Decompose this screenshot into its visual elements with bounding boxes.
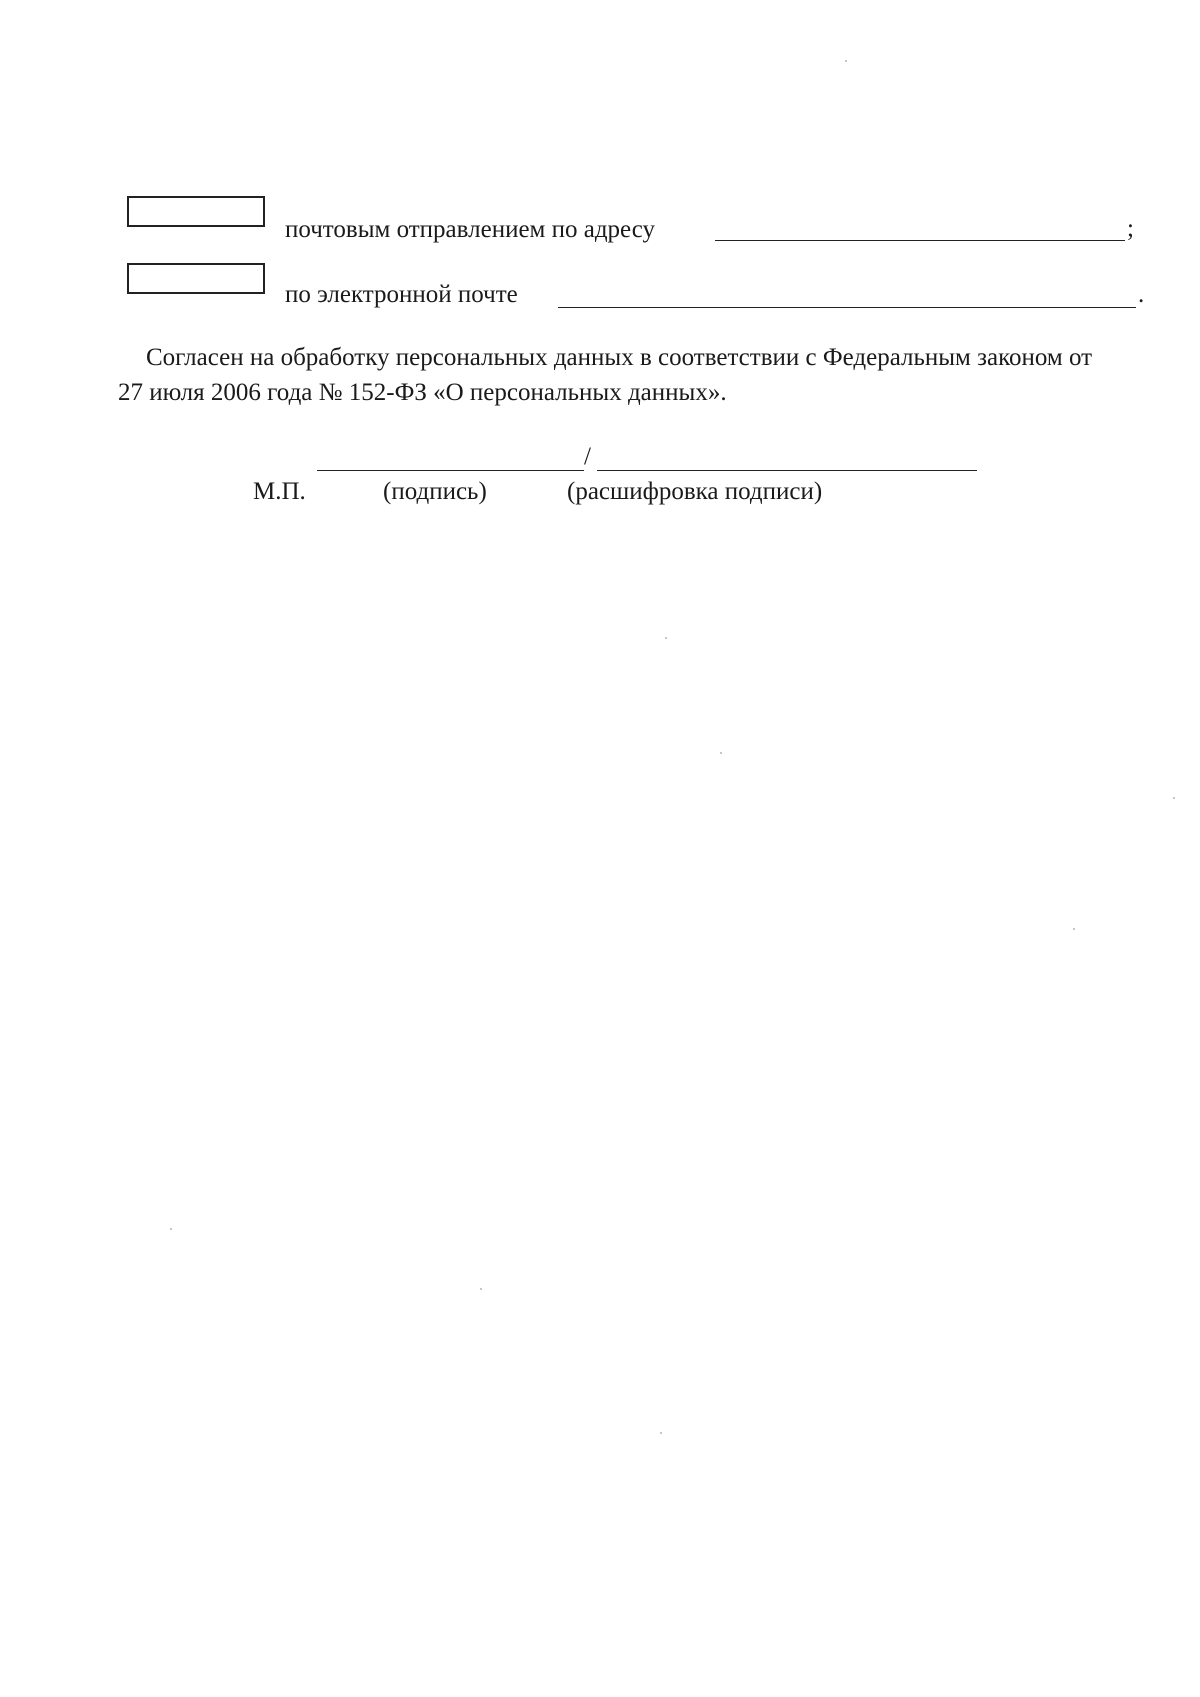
- email-option-label: по электронной почте: [285, 281, 518, 308]
- scan-speck: [170, 1228, 172, 1230]
- scan-speck: [845, 60, 847, 62]
- email-checkbox[interactable]: [127, 263, 265, 294]
- scan-speck: [720, 752, 722, 754]
- postal-address-field[interactable]: [715, 240, 1125, 241]
- postal-option-label: почтовым отправлением по адресу: [285, 216, 656, 243]
- consent-text: Согласен на обработку персональных данных в соответствии с Федеральным законом от 27 июля 2006 года № 152-ФЗ «О персональных данных».: [118, 344, 1093, 406]
- scan-speck: [1173, 797, 1175, 799]
- email-end-punctuation: .: [1138, 281, 1145, 308]
- scan-speck: [660, 1432, 662, 1434]
- signature-separator: /: [584, 443, 591, 470]
- signature-caption: (подпись): [383, 478, 487, 505]
- signature-field[interactable]: [317, 470, 584, 471]
- postal-checkbox[interactable]: [127, 196, 265, 227]
- consent-paragraph: [118, 340, 1118, 410]
- stamp-label: М.П.: [253, 478, 306, 505]
- postal-end-punctuation: ;: [1127, 215, 1134, 242]
- email-address-field[interactable]: [558, 307, 1136, 308]
- scan-speck: [665, 637, 667, 639]
- scan-speck: [480, 1288, 482, 1290]
- signature-decode-field[interactable]: [597, 470, 977, 471]
- signature-decode-caption: (расшифровка подписи): [567, 478, 823, 505]
- scan-speck: [1073, 928, 1075, 930]
